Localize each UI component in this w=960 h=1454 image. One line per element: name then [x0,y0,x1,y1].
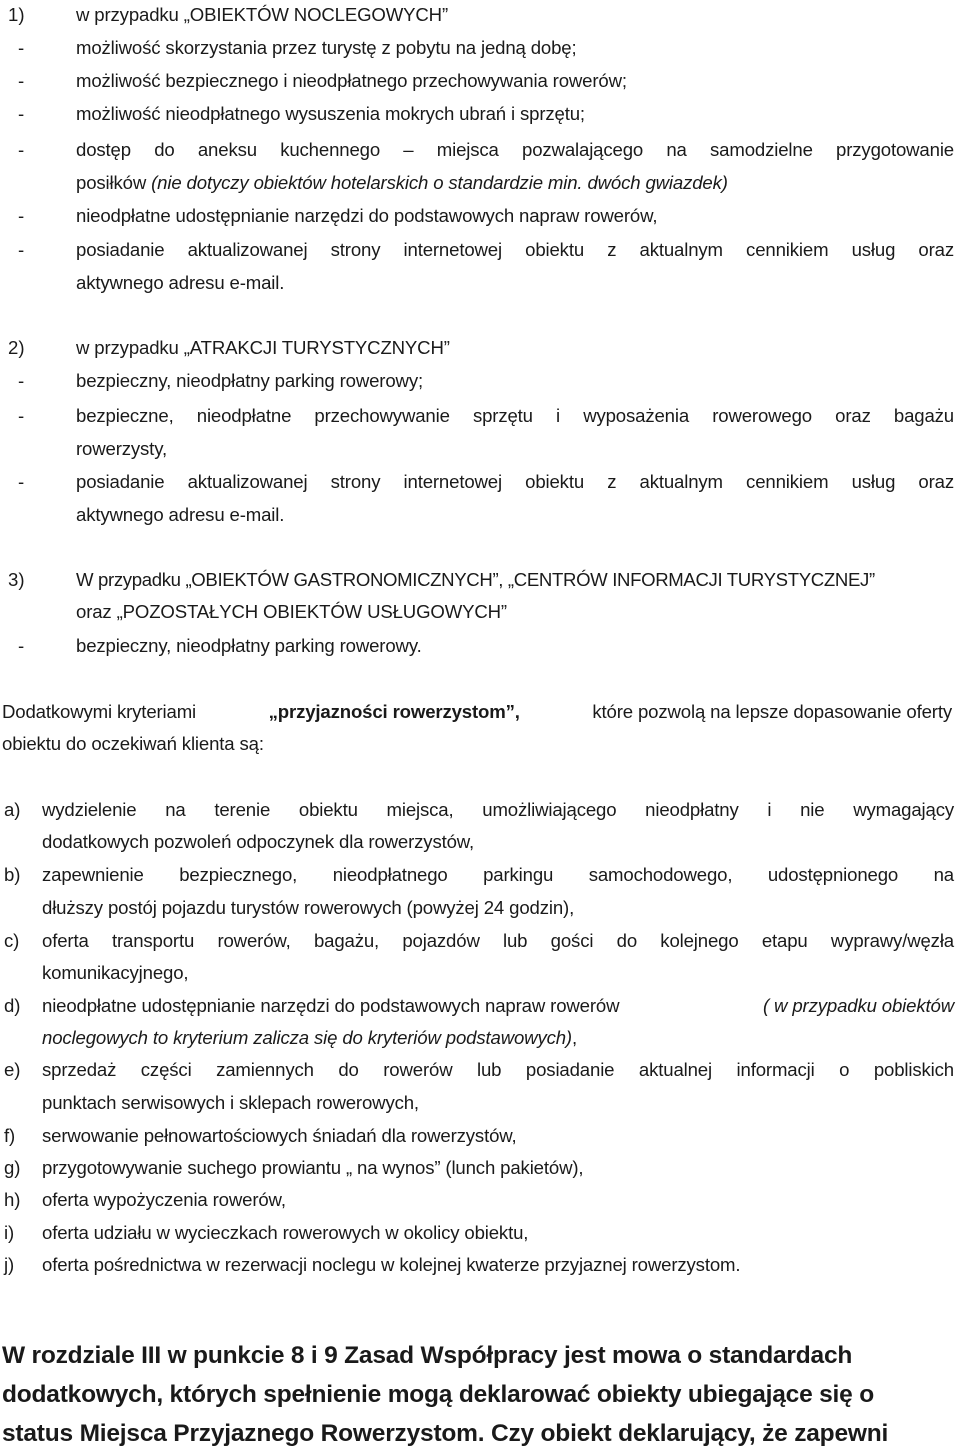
bullet-dash: - [18,405,25,426]
section-2-title: w przypadku „ATRAKCJI TURYSTYCZNYCH” [76,337,450,358]
s1-item-6-line-1: posiadanie aktualizowanej strony internetowej obiektu z aktualnym cennikiem usług oraz [76,239,954,260]
s2-item-1: bezpieczny, nieodpłatny parking rowerowy; [76,370,423,391]
list-item-b-line-1: zapewnienie bezpiecznego, nieodpłatnego parkingu samochodowego, udostępnionego na [42,864,954,885]
intro-line-1 [2,699,952,725]
section-3-title-line-1: W przypadku „OBIEKTÓW GASTRONOMICZNYCH”, „CENTRÓW INFORMACJI TURYSTYCZNEJ” [76,569,875,590]
section-2-number: 2) [8,337,25,358]
bullet-dash: - [18,37,25,58]
list-label: b) [4,864,21,885]
s1-item-3: możliwość nieodpłatnego wysuszenia mokrych ubrań i sprzętu; [76,103,585,124]
list-item-e-line-2: punktach serwisowych i sklepach rowerowych, [42,1092,419,1113]
list-label: e) [4,1059,21,1080]
s1-item-4-text: posiłków [76,172,147,193]
heading-line-1: W rozdziale III w punkcie 8 i 9 Zasad Współpracy jest mowa o standardach [2,1342,853,1369]
s1-item-1: możliwość skorzystania przez turystę z pobytu na jedną dobę; [76,37,577,58]
list-item-a-line-1: wydzielenie na terenie obiektu miejsca, umożliwiającego nieodpłatny i nie wymagający [42,799,954,820]
section-3-title-line-2: oraz „POZOSTAŁYCH OBIEKTÓW USŁUGOWYCH” [76,601,507,622]
s3-item-1: bezpieczny, nieodpłatny parking rowerowy. [76,635,422,656]
list-label: j) [4,1254,15,1275]
list-label: d) [4,995,21,1016]
intro-emphasis: „przyjazności rowerzystom”, [268,701,520,722]
list-item-b-line-2: dłuższy postój pojazdu turystów rowerowych (powyżej 24 godzin), [42,897,575,918]
list-item-h: oferta wypożyczenia rowerów, [42,1189,286,1210]
heading-line-3: status Miejsca Przyjaznego Rowerzystom. Czy obiekt deklarujący, że zapewni [2,1420,889,1447]
list-item-g: przygotowywanie suchego prowiantu „ na wynos” (lunch pakietów), [42,1157,584,1178]
s1-item-4-line-1: dostęp do aneksu kuchennego – miejsca pozwalającego na samodzielne przygotowanie [76,139,954,160]
bullet-dash: - [18,205,25,226]
s1-item-4-line-2 [76,170,728,196]
list-item-c-line-1: oferta transportu rowerów, bagażu, pojazdów lub gości do kolejnego etapu wyprawy/węzła [42,930,954,951]
list-item-d-note: ( w przypadku obiektów [763,995,954,1016]
s2-item-2-line-2: rowerzysty, [76,438,167,459]
bullet-dash: - [18,139,25,160]
heading-line-2: dodatkowych, których spełnienie mogą deklarować obiekty ubiegające się o [2,1381,874,1408]
s2-item-2-line-1: bezpieczne, nieodpłatne przechowywanie sprzętu i wyposażenia rowerowego oraz bagażu [76,405,954,426]
list-item-d-note-cont: noclegowych to kryterium zalicza się do kryteriów podstawowych) [42,1027,572,1048]
bullet-dash: - [18,70,25,91]
list-label: f) [4,1125,16,1146]
list-item-e-line-1: sprzedaż części zamiennych do rowerów lub posiadanie aktualnej informacji o pobliskich [42,1059,954,1080]
list-item-i: oferta udziału w wycieczkach rowerowych w okolicy obiektu, [42,1222,529,1243]
list-item-d-line-1 [42,993,954,1019]
intro-text-a: Dodatkowymi kryteriami [2,701,197,722]
list-label: h) [4,1189,21,1210]
list-item-f: serwowanie pełnowartościowych śniadań dla rowerzystów, [42,1125,517,1146]
bullet-dash: - [18,103,25,124]
s1-item-5: nieodpłatne udostępnianie narzędzi do podstawowych napraw rowerów, [76,205,658,226]
s1-item-6-line-2: aktywnego adresu e-mail. [76,272,285,293]
list-label: i) [4,1222,15,1243]
list-label: c) [4,930,20,951]
bullet-dash: - [18,239,25,260]
s2-item-3-line-1: posiadanie aktualizowanej strony internetowej obiektu z aktualnym cennikiem usług oraz [76,471,954,492]
bullet-dash: - [18,471,25,492]
list-item-a-line-2: dodatkowych pozwoleń odpoczynek dla rowerzystów, [42,831,475,852]
intro-line-2: obiektu do oczekiwań klienta są: [2,733,264,754]
s1-item-2: możliwość bezpiecznego i nieodpłatnego przechowywania rowerów; [76,70,627,91]
section-1-number: 1) [8,4,25,25]
bullet-dash: - [18,370,25,391]
list-item-c-line-2: komunikacyjnego, [42,962,189,983]
list-item-j: oferta pośrednictwa w rezerwacji noclegu w kolejnej kwaterze przyjaznej rowerzystom. [42,1254,741,1275]
list-item-d-text: nieodpłatne udostępnianie narzędzi do podstawowych napraw rowerów [42,995,620,1016]
section-1-title: w przypadku „OBIEKTÓW NOCLEGOWYCH” [76,4,448,25]
intro-text-c: które pozwolą na lepsze dopasowanie oferty [592,701,952,722]
list-label: g) [4,1157,21,1178]
list-item-d-comma: , [571,1027,578,1048]
list-label: a) [4,799,21,820]
s1-item-4-note: (nie dotyczy obiektów hotelarskich o standardzie min. dwóch gwiazdek) [151,172,728,193]
s2-item-3-line-2: aktywnego adresu e-mail. [76,504,285,525]
section-3-number: 3) [8,569,25,590]
list-item-d-line-2 [42,1025,577,1051]
bullet-dash: - [18,635,25,656]
